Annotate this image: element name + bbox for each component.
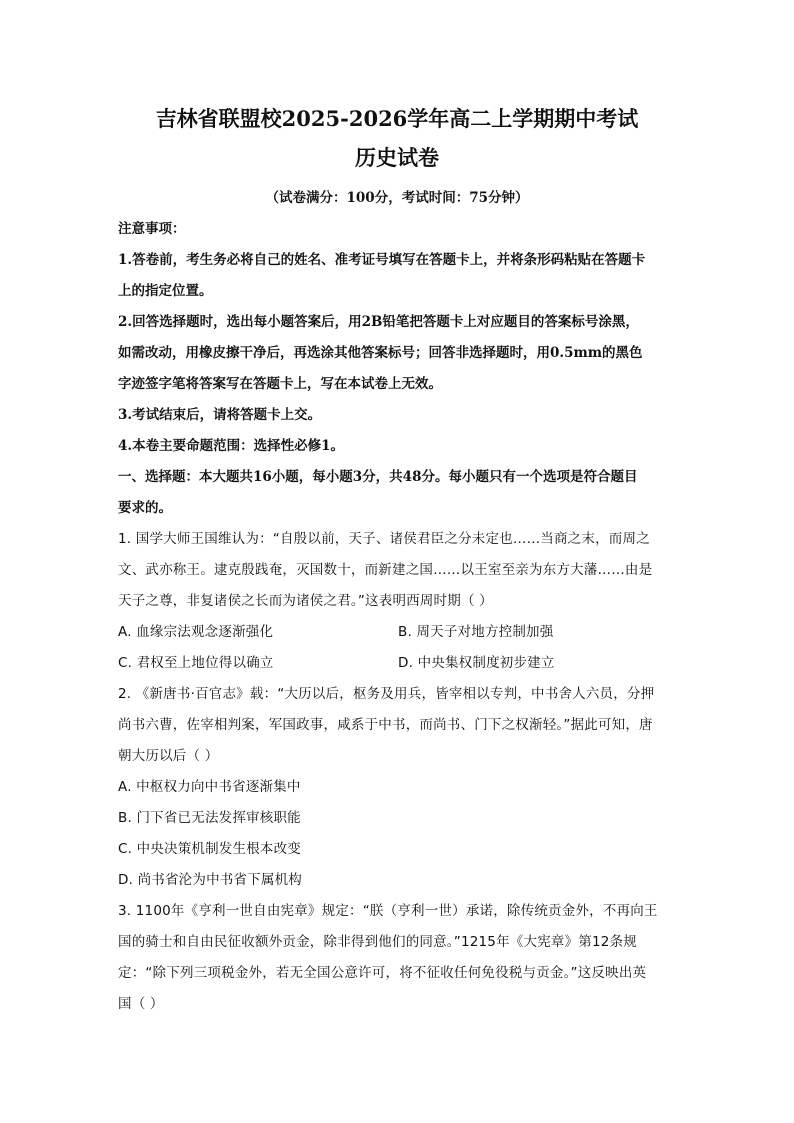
exam-title: 吉林省联盟校2025-2026学年高二上学期期中考试: [155, 106, 639, 131]
question-1-option-b: B. 周天子对地方控制加强: [398, 624, 554, 640]
question-3-stem-cont: 国的骑士和自由民征收额外贡金，除非得到他们的同意。”1215年《大宪章》第12条规: [118, 934, 637, 950]
question-2-option-d: D. 尚书省沦为中书省下属机构: [118, 872, 302, 888]
question-1-option-d: D. 中央集权制度初步建立: [398, 655, 555, 671]
exam-body: [118, 214, 678, 1020]
notice-item-1: 1.答卷前，考生务必将自己的姓名、准考证号填写在答题卡上，并将条形码粘贴在答题卡: [118, 252, 646, 268]
question-1-options-ab: [118, 617, 678, 648]
question-1-options-cd: [118, 648, 678, 679]
question-2-option-c: C. 中央决策机制发生根本改变: [118, 841, 302, 857]
section-heading: 一、选择题：本大题共16小题，每小题3分，共48分。每小题只有一个选项是符合题目: [118, 469, 638, 485]
question-1-stem-cont: 文、武亦称王。逮克殷践奄，灭国数十，而新建之国……以王室至亲为东方大藩……由是: [118, 562, 653, 578]
notice-item-2: 2.回答选择题时，选出每小题答案后，用2B铅笔把答题卡上对应题目的答案标号涂黑，: [118, 314, 639, 330]
question-1-option-a: A. 血缘宗法观念逐渐强化: [118, 624, 274, 640]
notice-item-2-cont2: 字迹签字笔将答案写在答题卡上，写在本试卷上无效。: [118, 376, 442, 392]
question-2-option-a: A. 中枢权力向中书省逐渐集中: [118, 779, 301, 795]
notice-item-1-cont: 上的指定位置。: [118, 283, 213, 299]
question-2-stem: 2. 《新唐书·百官志》载：“大历以后，枢务及用兵，皆宰相以专判，中书舍人六员，分押: [118, 686, 655, 702]
question-2-stem-cont2: 朝大历以后（ ）: [118, 748, 219, 764]
subject-title: 历史试卷: [355, 145, 439, 170]
question-3-stem: 3. 1100年《亨利一世自由宪章》规定：“朕（亨利一世）承诺，除传统贡金外，不再向王: [118, 903, 658, 919]
question-3-stem-cont2: 定：“除下列三项税金外，若无全国公意许可，将不征收任何免役税与贡金。”这反映出英: [118, 965, 647, 981]
notice-item-2-cont: 如需改动，用橡皮擦干净后，再选涂其他答案标号；回答非选择题时，用0.5mm的黑色: [118, 345, 643, 361]
question-3-stem-cont3: 国（ ）: [118, 996, 164, 1012]
exam-info: （试卷满分：100分，考试时间：75分钟）: [265, 190, 529, 206]
question-1-option-c: C. 君权至上地位得以确立: [118, 655, 274, 671]
question-1-stem: 1. 国学大师王国维认为：“自殷以前，天子、诸侯君臣之分未定也……当商之末，而周之: [118, 531, 650, 547]
notice-item-3: 3.考试结束后，请将答题卡上交。: [118, 407, 322, 423]
question-2-stem-cont: 尚书六曹，佐宰相判案，军国政事，咸系于中书，而尚书、门下之权渐轻。”据此可知，唐: [118, 717, 653, 733]
question-2-option-b: B. 门下省已无法发挥审核职能: [118, 810, 301, 826]
section-heading-cont: 要求的。: [118, 500, 172, 516]
question-1-stem-cont2: 天子之尊，非复诸侯之长而为诸侯之君。”这表明西周时期（ ）: [118, 593, 493, 609]
notice-item-4: 4.本卷主要命题范围：选择性必修1。: [118, 438, 344, 454]
notice-heading: 注意事项：: [118, 221, 186, 237]
